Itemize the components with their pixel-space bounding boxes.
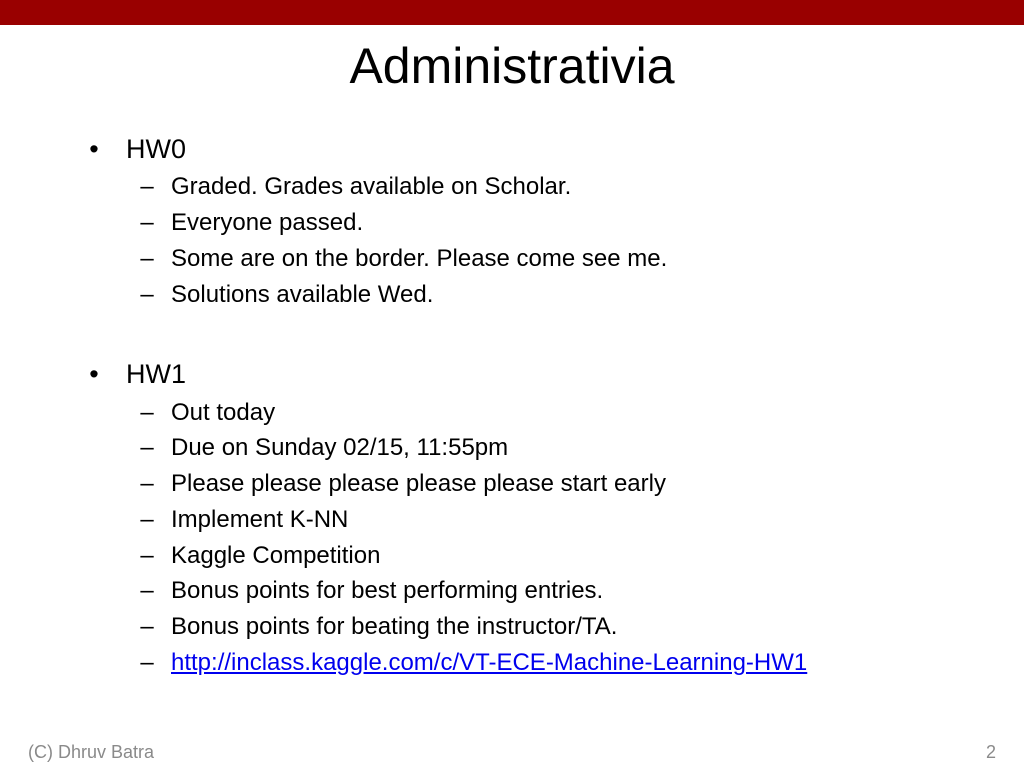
kaggle-link[interactable]: http://inclass.kaggle.com/c/VT-ECE-Machine-Learning-HW1	[171, 649, 808, 676]
bullet-heading: HW0	[126, 134, 186, 164]
dash-icon: –	[140, 209, 154, 236]
bullet-heading: HW1	[126, 359, 186, 389]
dash-icon: –	[140, 173, 154, 200]
sub-item-text: Graded. Grades available on Scholar.	[171, 173, 572, 200]
sub-item-text: Bonus points for best performing entries.	[171, 577, 604, 604]
sub-item-text: Solutions available Wed.	[171, 281, 434, 308]
dash-icon: –	[140, 399, 154, 426]
sub-item-text: Please please please please please start early	[171, 470, 666, 497]
dash-icon: –	[140, 542, 154, 569]
dash-icon: –	[140, 613, 154, 640]
sub-item-text: Kaggle Competition	[171, 542, 381, 569]
page-number: 2	[985, 742, 996, 762]
dash-icon: –	[140, 506, 154, 533]
slide-title: Administrativia	[349, 38, 675, 94]
dash-icon: –	[140, 245, 154, 272]
sub-item-text: Out today	[171, 399, 276, 426]
bullet-icon: •	[89, 359, 99, 389]
sub-item-text: Some are on the border. Please come see me.	[171, 245, 668, 272]
footer-credit: (C) Dhruv Batra	[28, 742, 155, 762]
dash-icon: –	[140, 434, 154, 461]
dash-icon: –	[140, 470, 154, 497]
dash-icon: –	[140, 649, 154, 676]
sub-item-text: Bonus points for beating the instructor/TA.	[171, 613, 618, 640]
dash-icon: –	[140, 281, 154, 308]
dash-icon: –	[140, 577, 154, 604]
sub-item-text: Everyone passed.	[171, 209, 364, 236]
sub-item-text: Implement K-NN	[171, 506, 349, 533]
bullet-icon: •	[89, 134, 99, 164]
sub-item-text: Due on Sunday 02/15, 11:55pm	[171, 434, 509, 461]
top-accent-bar	[0, 0, 1024, 25]
